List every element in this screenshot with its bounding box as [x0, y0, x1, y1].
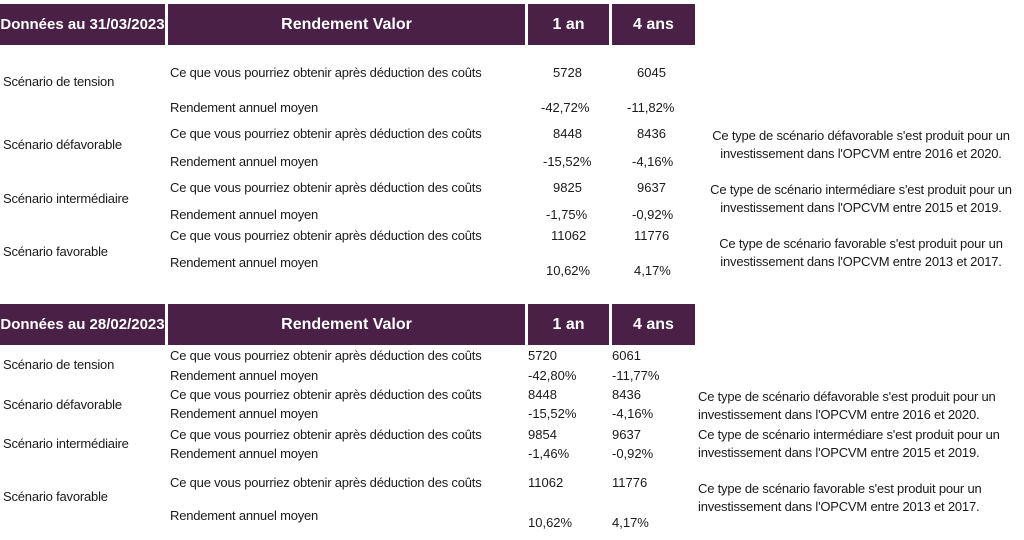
- header-col-4ans: 4 ans: [612, 4, 695, 45]
- header-title-cell: Rendement Valor: [168, 304, 525, 345]
- scenario-name: Scénario défavorable: [3, 137, 122, 152]
- scenario-note: Ce type de scénario favorable s'est produit pour un investissement dans l'OPCVM entre 2013 et 2017.: [698, 481, 982, 514]
- scenario-name: Scénario favorable: [3, 244, 108, 259]
- value-4ans: 4,17%: [612, 515, 649, 530]
- value-1an: -15,52%: [543, 154, 592, 169]
- value-1an: -42,80%: [528, 368, 577, 383]
- row-label: Rendement annuel moyen: [170, 154, 319, 169]
- value-1an: -42,72%: [541, 100, 590, 115]
- value-1an: 5720: [528, 348, 557, 363]
- value-4ans: -0,92%: [612, 446, 654, 461]
- scenario-name: Scénario intermédiaire: [3, 436, 129, 451]
- value-4ans: 8436: [637, 126, 666, 141]
- value-4ans: -0,92%: [632, 207, 674, 222]
- scenario-name: Scénario intermédiaire: [3, 191, 129, 206]
- value-4ans: -4,16%: [632, 154, 674, 169]
- row-label: Rendement annuel moyen: [170, 406, 319, 421]
- row-label: Rendement annuel moyen: [170, 255, 319, 270]
- row-label: Ce que vous pourriez obtenir après déduction des coûts: [170, 126, 482, 141]
- scenario-note: Ce type de scénario défavorable s'est produit pour un investissement dans l'OPCVM entre 2016 et 2020.: [698, 389, 996, 422]
- value-1an: 9825: [553, 180, 582, 195]
- scenario-name: Scénario défavorable: [3, 397, 122, 412]
- value-1an: 5728: [553, 65, 582, 80]
- header-date-cell: Données au 31/03/2023: [0, 4, 165, 45]
- row-label: Ce que vous pourriez obtenir après déduction des coûts: [170, 228, 482, 243]
- row-label: Rendement annuel moyen: [170, 100, 319, 115]
- header-col-4ans: 4 ans: [612, 304, 695, 345]
- row-label: Rendement annuel moyen: [170, 368, 319, 383]
- header-date-cell: Données au 28/02/2023: [0, 304, 165, 345]
- row-label: Ce que vous pourriez obtenir après déduction des coûts: [170, 427, 482, 442]
- row-label: Ce que vous pourriez obtenir après déduction des coûts: [170, 387, 482, 402]
- value-4ans: 9637: [612, 427, 641, 442]
- row-label: Ce que vous pourriez obtenir après déduction des coûts: [170, 180, 482, 195]
- header-title-cell: Rendement Valor: [168, 4, 525, 45]
- value-1an: 11062: [528, 475, 564, 490]
- row-label: Ce que vous pourriez obtenir après déduction des coûts: [170, 348, 482, 363]
- scenario-note: Ce type de scénario intermédiare s'est produit pour un investissement dans l'OPCVM entre 2015 et 2019.: [698, 427, 1000, 460]
- row-label: Rendement annuel moyen: [170, 508, 319, 523]
- value-4ans: 8436: [612, 387, 641, 402]
- value-4ans: 6061: [612, 348, 641, 363]
- value-1an: 9854: [528, 427, 557, 442]
- scenario-note: Ce type de scénario intermédiare s'est produit pour un investissement dans l'OPCVM entre 2015 et 2019.: [710, 182, 1012, 215]
- scenario-name: Scénario favorable: [3, 489, 108, 504]
- value-1an: -1,75%: [546, 207, 588, 222]
- value-4ans: 11776: [612, 475, 648, 490]
- row-label: Ce que vous pourriez obtenir après déduction des coûts: [170, 65, 482, 80]
- value-1an: 10,62%: [528, 515, 573, 530]
- scenario-note: Ce type de scénario défavorable s'est produit pour un investissement dans l'OPCVM entre 2016 et 2020.: [712, 128, 1010, 161]
- value-4ans: 4,17%: [634, 263, 671, 278]
- header-col-1an: 1 an: [528, 4, 609, 45]
- header-col-1an: 1 an: [528, 304, 609, 345]
- value-4ans: 11776: [634, 228, 670, 243]
- scenario-name: Scénario de tension: [3, 357, 115, 372]
- scenario-note: Ce type de scénario favorable s'est produit pour un investissement dans l'OPCVM entre 2013 et 2017.: [719, 236, 1003, 269]
- value-1an: -15,52%: [528, 406, 577, 421]
- scenario-name: Scénario de tension: [3, 74, 115, 89]
- value-1an: 8448: [553, 126, 582, 141]
- row-label: Rendement annuel moyen: [170, 446, 319, 461]
- value-1an: -1,46%: [528, 446, 570, 461]
- row-label: Rendement annuel moyen: [170, 207, 319, 222]
- value-4ans: -11,82%: [627, 100, 675, 115]
- value-4ans: -4,16%: [612, 406, 654, 421]
- value-1an: 8448: [528, 387, 557, 402]
- value-4ans: 9637: [637, 180, 666, 195]
- value-4ans: -11,77%: [612, 368, 660, 383]
- row-label: Ce que vous pourriez obtenir après déduction des coûts: [170, 475, 482, 490]
- value-1an: 11062: [551, 228, 587, 243]
- value-4ans: 6045: [637, 65, 666, 80]
- value-1an: 10,62%: [546, 263, 591, 278]
